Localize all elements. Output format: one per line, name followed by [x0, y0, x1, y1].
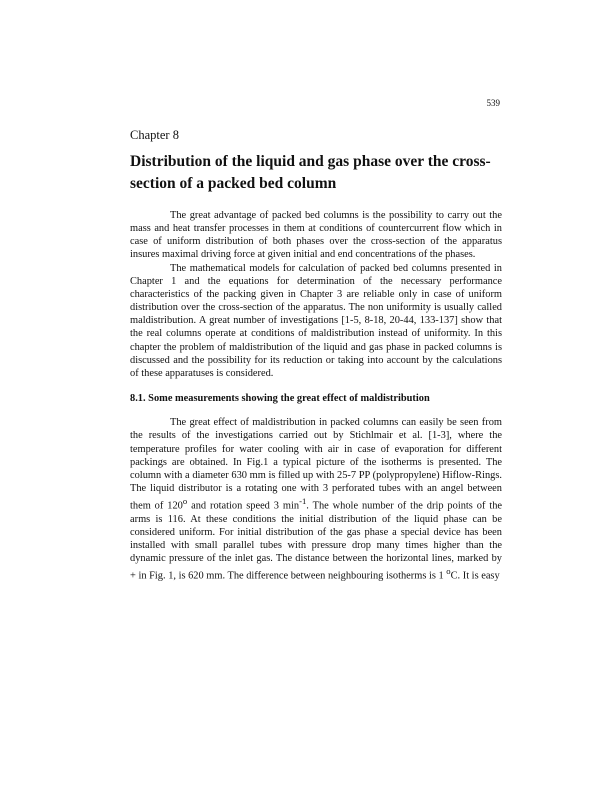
- superscript: -1: [299, 496, 307, 507]
- section-heading: 8.1. Some measurements showing the great effect of maldistribution: [130, 393, 430, 405]
- paragraph: The mathematical models for calculation of packed bed columns presented in Chapter 1 and the equations for determination of the necessary performance characteristics of the packing given in Chapter 3 are reliable only in case of uniform distribution over the cross-section of the apparatus. The non uniformity is usually called maldistribution. A great number of investigations [1-5, 8-18, 20-44, 133-137] show that the real columns operate at conditions of maldistribution instead of uniformity. In this chapter the problem of maldistribution of the liquid and gas phase in packed columns is discussed and the possibility for its reduction or taking into account by the calculations of these apparatuses is considered.: [130, 262, 502, 379]
- text-run: and rotation speed 3 min: [187, 500, 300, 512]
- superscript: o: [182, 496, 188, 507]
- superscript: o: [446, 566, 451, 577]
- body-text: [130, 209, 502, 583]
- text-run: The great effect of maldistribution in packed columns can easily be seen from the results of the investigations carried out by Stichlmair et al. [1-3], where the temperature profiles for water cooling with air in case of evaporation for different packings are obtained. In Fig.1 a typical picture of the isotherms is presented. The column with a diameter 630 mm is filled up with 25-7 PP (polypropylene) Hiflow-Rings. The liquid distributor is a rotating one with 3 perforated tubes with an angel between them of 120: [130, 417, 502, 512]
- page-number: 539: [486, 98, 500, 108]
- chapter-title: Distribution of the liquid and gas phase over the cross-section of a packed bed column: [130, 153, 491, 192]
- text-run: . The whole number of the drip points of the arms is 116. At these conditions the initial distribution of the liquid phase can be considered uniform. For initial distribution of the gas phase a special device has been installed with small parallel tubes with pressure drop many times higher than the dynamic pressure of the inlet gas. The distance between the horizontal lines, marked by + in Fig. 1, is 620 mm. The difference between neighbouring isotherms is 1: [130, 500, 503, 582]
- paragraph: The great advantage of packed bed columns is the possibility to carry out the mass and heat transfer processes in them at conditions of countercurrent flow which in case of uniform distribution of both phases over the cross-section of the apparatus insures maximal driving force at given initial and end concentrations of the phases.: [130, 210, 502, 261]
- text-run: C. It is easy: [450, 570, 500, 582]
- chapter-label: Chapter 8: [130, 128, 179, 142]
- paragraph: [130, 416, 502, 583]
